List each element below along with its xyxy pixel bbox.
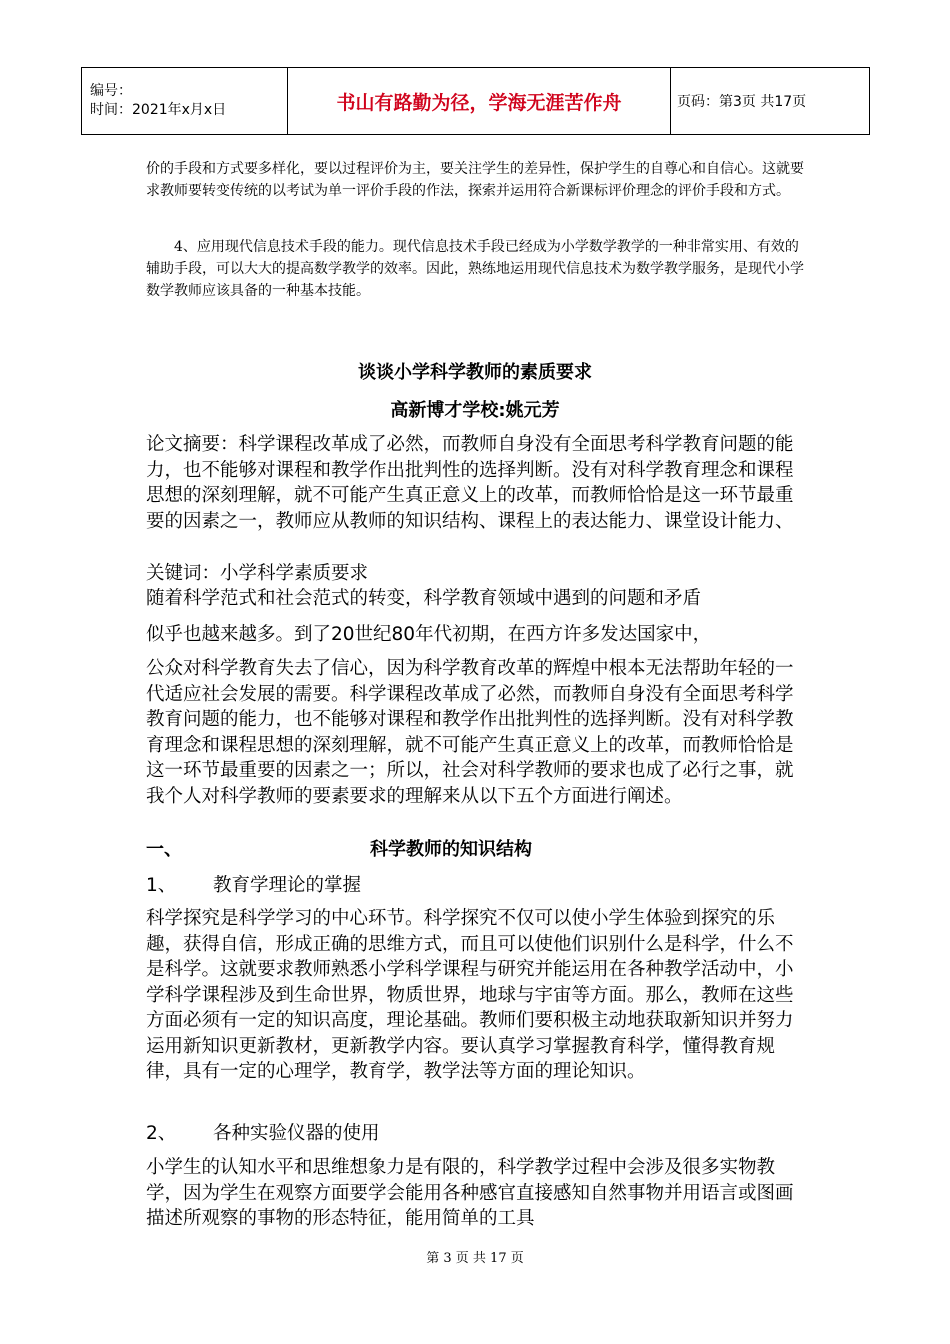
header-meta bbox=[82, 68, 288, 135]
intro-line-2: 似乎也越来越多。到了20世纪80年代初期，在西方许多发达国家中， bbox=[146, 624, 712, 645]
prev-paragraph-2: 4、应用现代信息技术手段的能力。现代信息技术手段已经成为小学数学教学的一种非常实用、有效的辅助手段，可以大大的提高数学教学的效率。因此，熟练地运用现代信息技术为数学教学服务，是现代小学数学教师应该具备的一种基本技能。 bbox=[146, 239, 804, 299]
code-label: 编号： bbox=[90, 83, 132, 99]
keywords-line: 关键词：小学科学素质要求 bbox=[146, 563, 369, 584]
subsection-2-paragraph: 小学生的认知水平和思维想象力是有限的，科学教学过程中会涉及很多实物教学，因为学生在观察方面要学会能用各种感官直接感知自然事物并用语言或图画描述所观察的事物的形态特征，能用简单的工具 bbox=[146, 1157, 794, 1229]
intro-paragraph: 公众对科学教育失去了信心，因为科学教育改革的辉煌中根本无法帮助年轻的一代适应社会发展的需要。科学课程改革成了必然，而教师自身没有全面思考科学教育问题的能力，也不能够对课程和教学作出批判性的选择判断。没有对科学教育理念和课程思想的深刻理解，就不可能产生真正意义上的改革，而教师恰恰是这一环节最重要的因素之一；所以，社会对科学教师的要求也成了必行之事，就我个人对科学教师的要素要求的理解来从以下五个方面进行阐述。 bbox=[146, 658, 794, 807]
abstract-paragraph: 论文摘要：科学课程改革成了必然，而教师自身没有全面思考科学教育问题的能力，也不能够对课程和教学作出批判性的选择判断。没有对科学教育理念和课程思想的深刻理解，就不可能产生真正意义上的改革，而教师恰恰是这一环节最重要的因素之一，教师应从教师的知识结构、课程上的表达能力、课堂设计能力、 bbox=[146, 434, 794, 532]
subsection-1-paragraph: 科学探究是科学学习的中心环节。科学探究不仅可以使小学生体验到探究的乐趣，获得自信，形成正确的思维方式，而且可以使他们识别什么是科学，什么不是科学。这就要求教师熟悉小学科学课程与研究并能运用在各种教学活动中，小学科学课程涉及到生命世界，物质世界，地球与宇宙等方面。那么，教师在这些方面必须有一定的知识高度，理论基础。教师们要积极主动地获取新知识并努力运用新知识更新教材，更新教学内容。要认真学习掌握教育科学，懂得教育规律，具有一定的心理学，教育学，教学法等方面的理论知识。 bbox=[146, 908, 794, 1082]
section-1-heading: 科学教师的知识结构 bbox=[370, 839, 532, 860]
article-author: 高新博才学校:姚元芳 bbox=[390, 400, 560, 421]
subsection-2-heading: 各种实验仪器的使用 bbox=[213, 1123, 380, 1144]
subsection-1-heading: 教育学理论的掌握 bbox=[213, 875, 362, 896]
page-footer: 第 3 页 共 17 页 bbox=[426, 1251, 524, 1266]
section-1-number: 一、 bbox=[146, 839, 182, 860]
subsection-1-number: 1、 bbox=[146, 875, 177, 896]
header-page-info: 页码：第3页 共17页 bbox=[671, 68, 870, 135]
subsection-2-number: 2、 bbox=[146, 1123, 177, 1144]
intro-line-1: 随着科学范式和社会范式的转变，科学教育领域中遇到的问题和矛盾 bbox=[146, 588, 702, 609]
article-title: 谈谈小学科学教师的素质要求 bbox=[358, 362, 592, 383]
document-header bbox=[81, 67, 870, 135]
date-label: 时间：2021年x月x日 bbox=[90, 102, 227, 118]
header-motto: 书山有路勤为径，学海无涯苦作舟 bbox=[288, 68, 671, 135]
prev-paragraph-1: 价的手段和方式要多样化，要以过程评价为主，要关注学生的差异性，保护学生的自尊心和自信心。这就要求教师要转变传统的以考试为单一评价手段的作法，探索并运用符合新课标评价理念的评价手段和方式。 bbox=[146, 161, 804, 199]
